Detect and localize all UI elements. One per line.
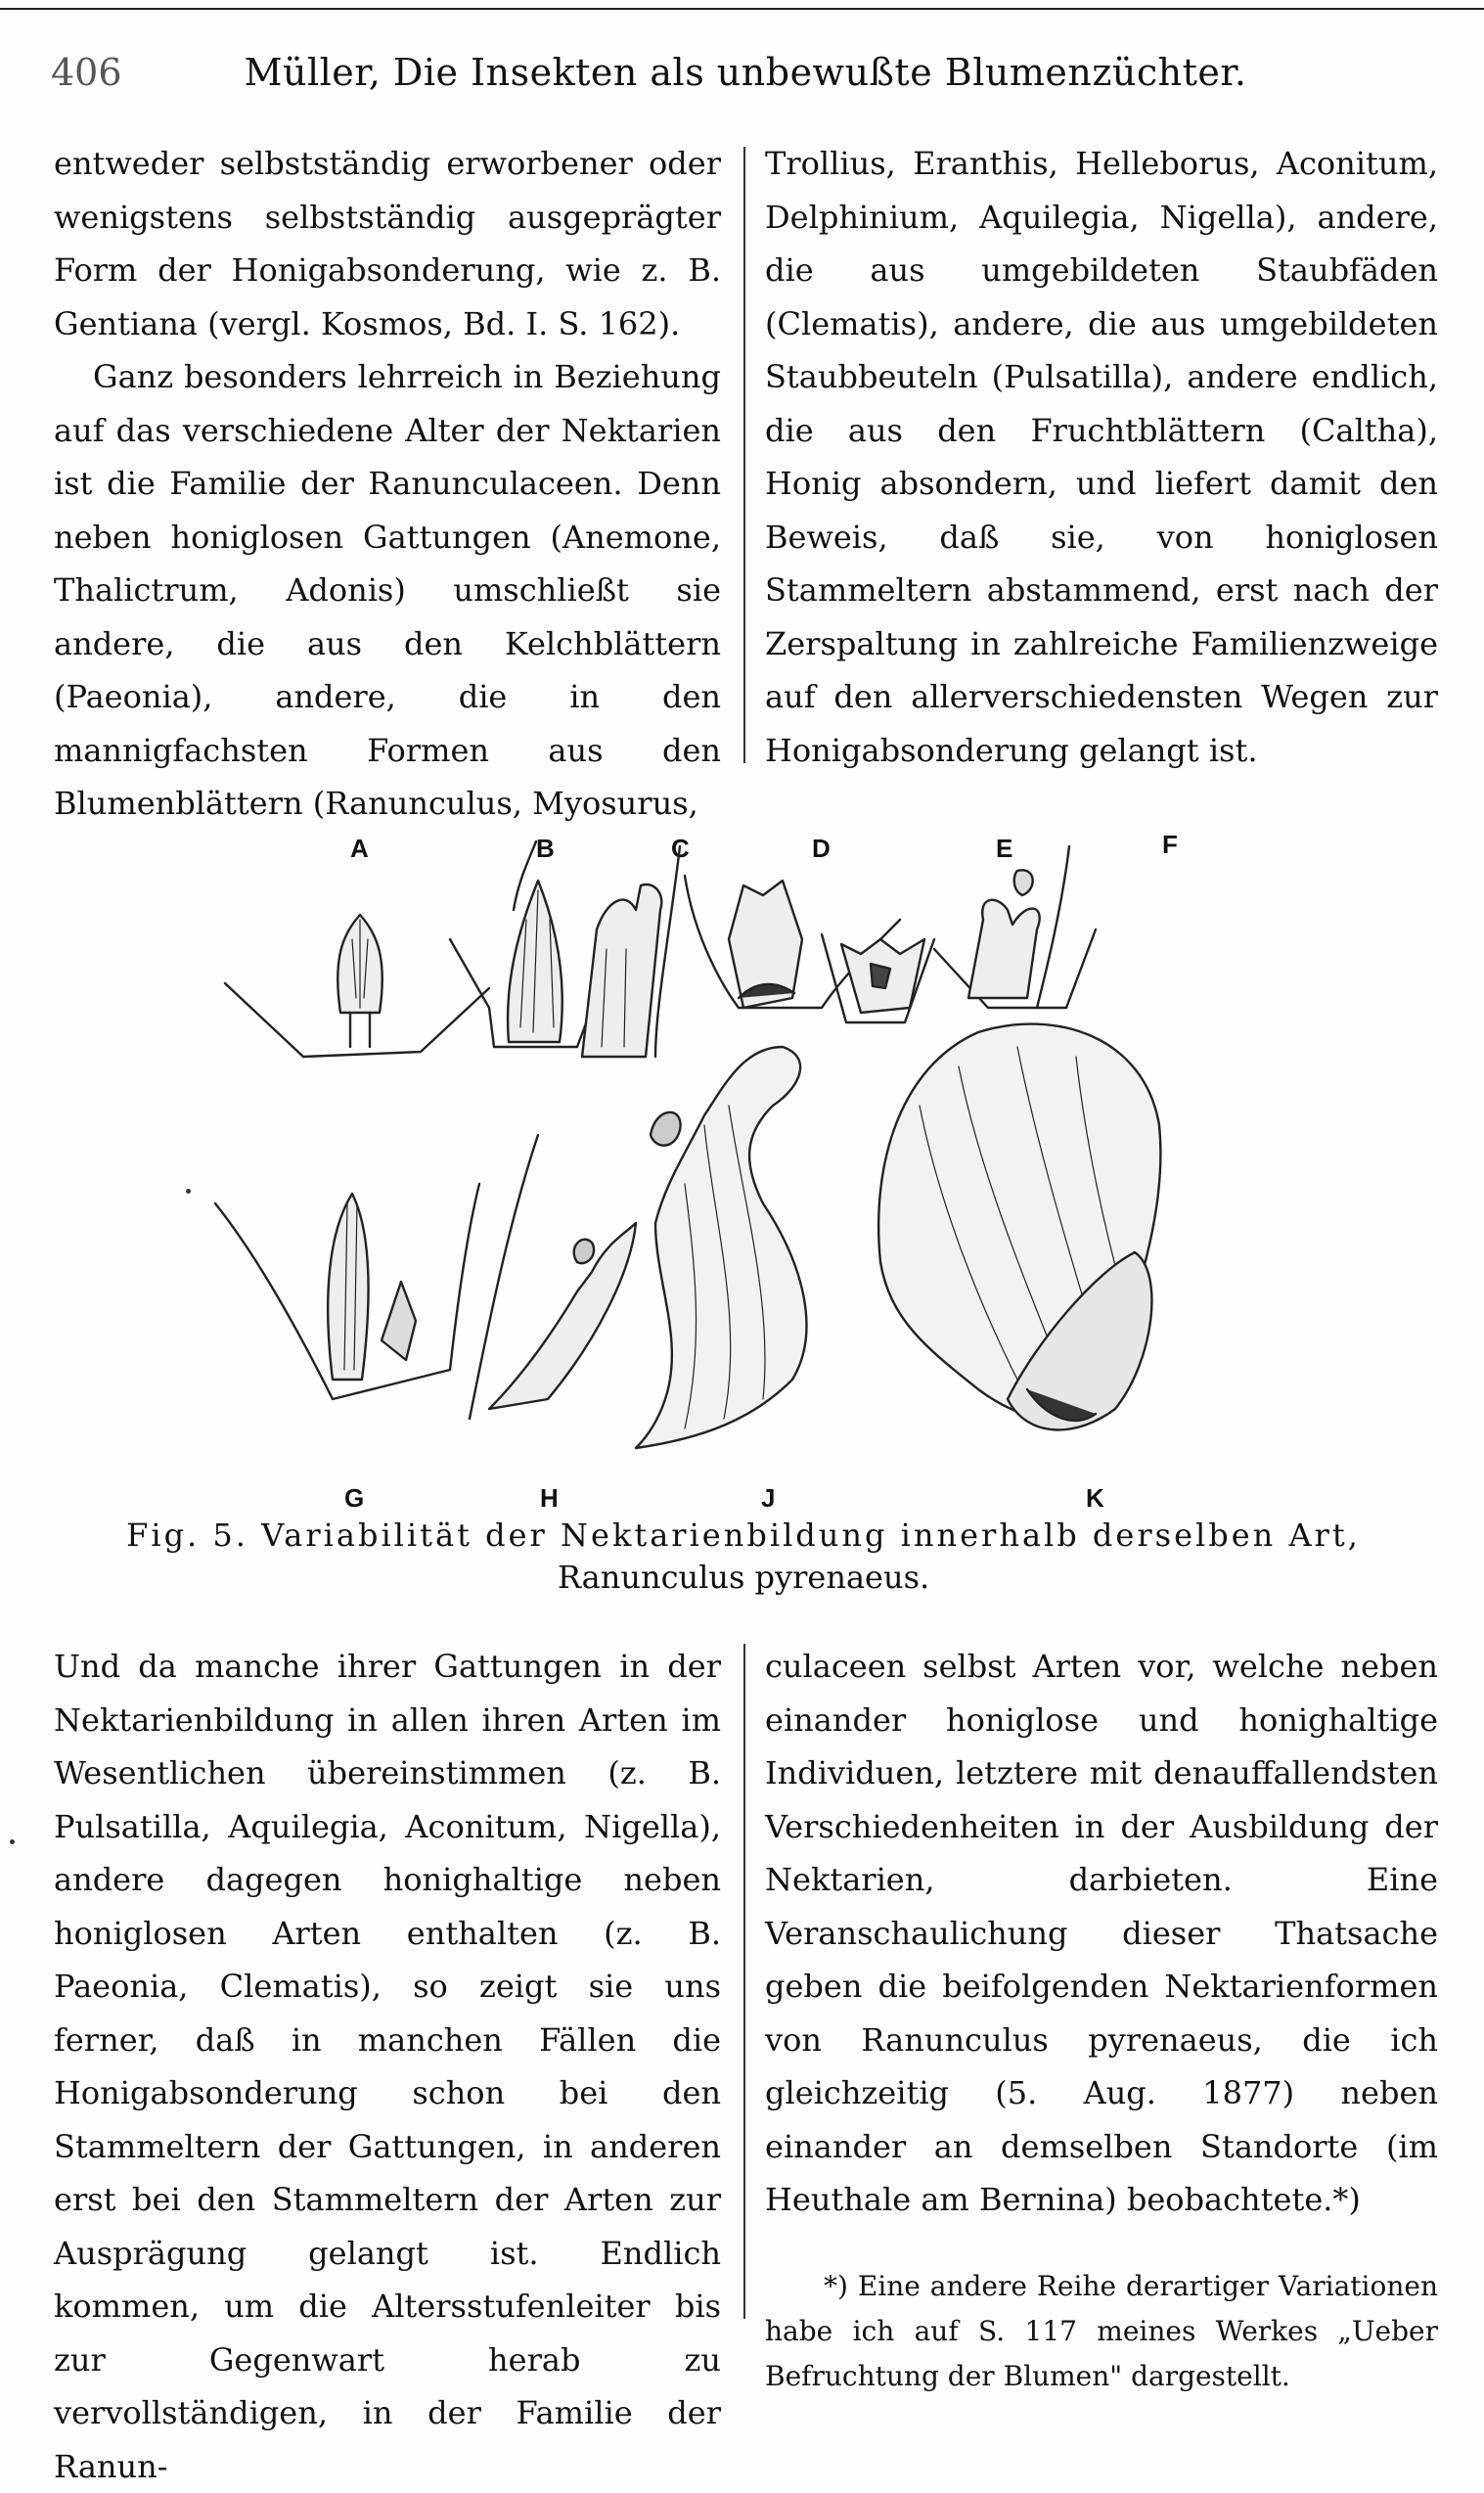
nectary-figure xyxy=(196,812,1379,1526)
paragraph: culaceen selbst Arten vor, welche neben einander honiglose und honighaltige Individuen, letztere mit denauffallendsten Verschiedenheiten in der Ausbildung der Nektarien, darbieten. Eine Veranschaulichung dieser Thatsache geben die beifolgenden Nektarienformen von Ranunculus pyrenaeus, die ich gleichzeitig (5. Aug. 1877) neben einander an demselben Standorte (im Heuthale am Bernina) beobachtete.*) xyxy=(765,1648,1438,2218)
top-right-column xyxy=(765,137,1438,777)
top-rule xyxy=(0,8,1484,10)
figure-label-c: C xyxy=(671,834,690,863)
figure-label-h: H xyxy=(540,1483,559,1513)
paragraph: Und da manche ihrer Gattungen in der Nektarienbildung in allen ihren Arten im Wesentlichen übereinstimmen (z. B. Pulsatilla, Aquilegia, Aconitum, Nigella), andere dagegen honighaltige neben honiglosen Arten enthalten (z. B. Paeonia, Clematis), so zeigt sie uns ferner, daß in manchen Fällen die Honigabsonderung schon bei den Stammeltern der Gattungen, in anderen erst bei den Stammeltern der Arten zur Ausprägung gelangt ist. Endlich kommen, um die Altersstufenleiter bis zur Gegenwart herab zu vervollständigen, in der Familie der Ranun- xyxy=(54,1648,721,2485)
print-speck xyxy=(186,1189,191,1194)
paragraph: Ganz besonders lehrreich in Beziehung auf das verschiedene Alter der Nektarien ist die Familie der Ranunculaceen. Denn neben honiglosen Gattungen (Anemone, Thalictrum, Adonis) umschließt sie andere, die aus den Kelchblättern (Paeonia), andere, die in den mannigfachsten Formen aus den Blumenblättern (Ranunculus, Myosurus, xyxy=(54,358,721,822)
bottom-right-column xyxy=(765,1640,1438,2399)
drawing-f xyxy=(934,846,1096,1008)
figure-drawings xyxy=(196,812,1379,1526)
drawing-a xyxy=(225,915,489,1057)
figure-label-e: E xyxy=(996,834,1013,863)
drawing-h xyxy=(470,1135,636,1419)
figure-label-j: J xyxy=(761,1483,776,1513)
figure-label-b: B xyxy=(536,834,555,863)
page-header xyxy=(51,41,1440,100)
figure-label-d: D xyxy=(812,834,831,863)
figure-caption-species: Ranunculus pyrenaeus. xyxy=(557,1559,930,1596)
bottom-left-column xyxy=(54,1640,721,2493)
print-speck xyxy=(10,1839,15,1844)
drawing-j xyxy=(636,1047,806,1448)
column-divider xyxy=(743,147,745,763)
column-divider xyxy=(743,1644,745,2319)
running-head: Müller, Die Insekten als unbewußte Blumenzüchter. xyxy=(244,51,1247,94)
paragraph: entweder selbstständig erworbener oder wenigstens selbstständig ausgeprägter Form der Honigabsonderung, wie z. B. Gentiana (vergl. Kosmos, Bd. I. S. 162). xyxy=(54,145,721,342)
figure-label-k: K xyxy=(1086,1483,1104,1513)
figure-label-f: F xyxy=(1162,830,1178,859)
paragraph: Trollius, Eranthis, Helleborus, Aconitum, Delphinium, Aquilegia, Nigella), andere, die aus umgebildeten Staubfäden (Clematis), andere, die aus umgebildeten Staubbeuteln (Pulsatilla), andere endlich, die aus den Fruchtblättern (Caltha), Honig absondern, und liefert damit den Beweis, daß sie, von honiglosen Stammeltern abstammend, erst nach der Zerspaltung in zahlreiche Familienzweige auf den allerverschiedensten Wegen zur Honigabsonderung gelangt ist. xyxy=(765,145,1438,769)
figure-label-a: A xyxy=(350,834,369,863)
footnote: *) Eine andere Reihe derartiger Variationen habe ich auf S. 117 meines Werkes „Ueber Befruchtung der Blumen" dargestellt. xyxy=(765,2269,1438,2392)
page-number: 406 xyxy=(51,51,122,94)
drawing-k xyxy=(878,1024,1160,1430)
figure-caption: Fig. 5. Variabilität der Nektarienbildung innerhalb derselben Art, xyxy=(126,1517,1361,1554)
drawing-g xyxy=(215,1184,479,1399)
figure-label-g: G xyxy=(344,1483,365,1513)
drawing-e xyxy=(822,934,934,1022)
drawing-c xyxy=(582,846,680,1057)
top-left-column xyxy=(54,137,721,831)
